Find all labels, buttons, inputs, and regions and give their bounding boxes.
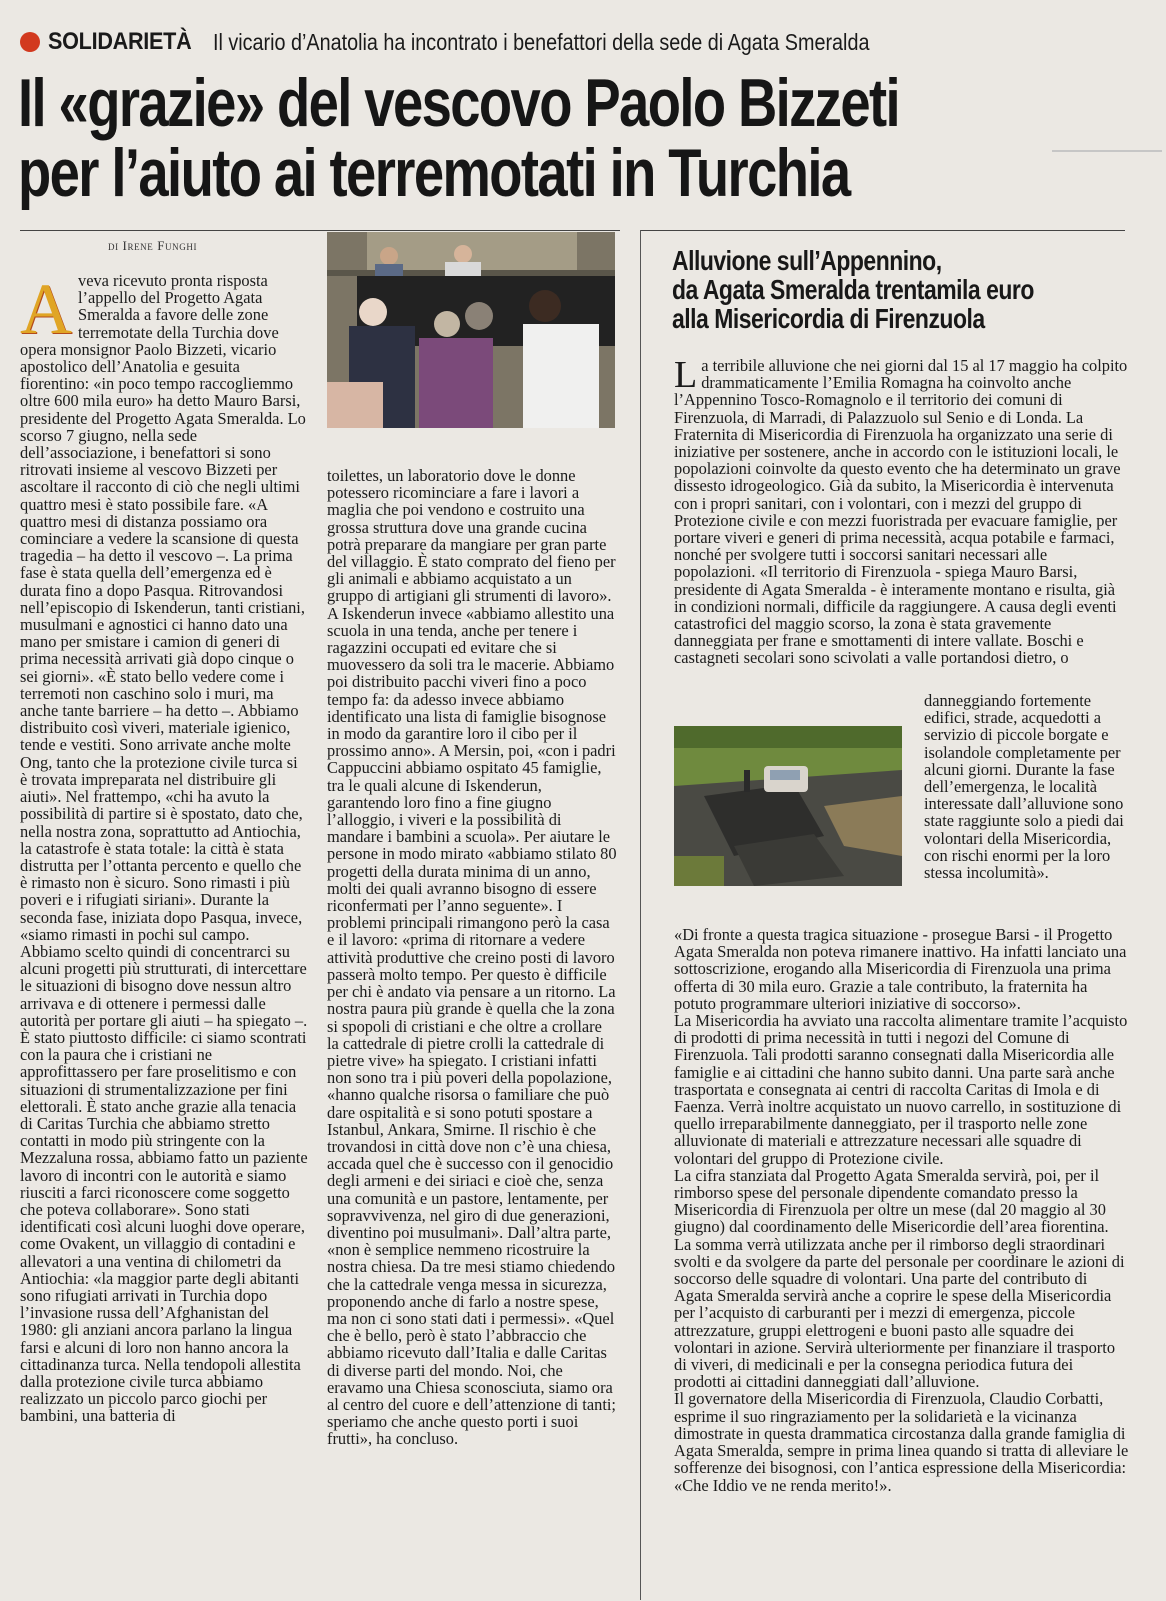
side-paragraph-3: La Misericordia ha avviato una raccolta alimentare tramite l’acquisto di prodotti di prima necessità in tutti i negozi del Comune di Firenzuola. Tali prodotti saranno consegnati dalla Misericordia alle famiglie e ai cittadini che hanno subito danni. Una parte sarà anche trasportata e consegnata ai centri di raccolta Caritas di Imola e di Faenza. Verrà inoltre acquistato un nuovo carrello, in sostituzione di quello irreparabilmente danneggiato, per il trasporto nelle zone alluvionate di materiali e attrezzature necessari alle squadre di volontari del gruppo di Protezione civile. <box>674 1011 1128 1168</box>
article-text-col1: veva ricevuto pronta risposta l’appello del Progetto Agata Smeralda a favore delle zone terremotate della Turchia dove opera monsignor Paolo Bizzeti, vicario apostolico dell’Anatolia e gesuita fiorentino: «in poco tempo raccogliemmo oltre 600 mila euro» ha detto Mauro Barsi, presidente del Progetto Agata Smeralda. Lo scorso 7 giugno, nella sede dell’associazione, i benefattori si sono ritrovati insieme al vescovo Bizzeti per ascoltare il racconto di ciò che negli ultimi quattro mesi è stato possibile fare. «A quattro mesi di distanza possiamo ora cominciare a vedere la scansione di questa tragedia – ha detto il vescovo –. La prima fase è stata quella dell’emergenza ed è durata fino a dopo Pasqua. Ritrovandosi nell’episcopio di Iskenderun, tanti cristiani, musulmani e agnostici ci hanno dato una mano per smistare i camion di generi di prima necessità arrivati già dopo cinque o sei giorni». «È stato bello vedere come i terremoti non caschino solo i muri, ma anche tante barriere – ha detto –. Abbiamo distribuito così viveri, materiale igienico, tende e vestiti. Sono arrivate anche molte Ong, tanto che la protezione civile turca si è trovata impreparata nel distribuire gli aiuti». Nel frattempo, «chi ha avuto la possibilità di partire si è spostato, dato che, nella nostra zona, soprattutto ad Antiochia, la catastrofe è stata totale: la città è stata distrutta per l’ottanta percento e quello che è rimasto non è sicuro. Sono rimasti i più poveri e i rifugiati siriani». Durante la seconda fase, iniziata dopo Pasqua, invece, «siamo rimasti in pochi sul campo. Abbiamo scelto quindi di concentrarci su alcuni progetti più strutturati, di intercettare le situazioni di bisogno dove nessun altro arrivava e di ottenere i permessi dalle autorità per portare gli aiuti – ha spiegato –. È stato piuttosto difficile: ci siamo scontrati con la paura che i cristiani ne approfittassero per fare proselitismo e con situazioni di strumentalizzazione per fini elettorali. È stato anche grazie alla tenacia di Caritas Turchia che abbiamo stretto contatti in modo più stringente con la Mezzaluna rossa, abbiamo fatto un paziente lavoro di incontri con le autorità e siamo riusciti a farci riconoscere come soggetto che poteva collaborare». Sono stati identificati così alcuni luoghi dove operare, come Ovakent, un villaggio di contadini e allevatori a una ventina di chilometri da Antiochia: «la maggior parte degli abitanti sono rifugiati arrivati in Turchia dopo l’invasione russa dell’Afghanistan del 1980: gli anziani ancora parlano la lingua farsi e alcuni di loro non hanno ancora la cittadinanza turca. Nella tendopoli allestita dalla protezione civile turca abbiamo realizzato un piccolo parco giochi per bambini, una batteria di <box>20 271 308 1426</box>
rule-right <box>640 230 1125 231</box>
side-paragraph-5: Il governatore della Misericordia di Firenzuola, Claudio Corbatti, esprime il suo ringraziamento per la solidarietà e la vicinanza dimostrate in questa drammatica circostanza dalla grande famiglia di Agata Smeralda, sempre in prima linea quando si tratta di alleviare le sofferenze dei bisognosi, con l’antica espressione della Misericordia: «Che Iddio ve ne renda merito!». <box>674 1389 1129 1495</box>
side-paragraph-1: a terribile alluvione che nei giorni dal 15 al 17 maggio ha colpito drammaticamente l’Emilia Romagna ha coinvolto anche l’Appennino Tosco-Romagnolo e il territorio dei comuni di Firenzuola, di Marradi, di Palazzuolo sul Senio e di Londa. La Fraternita di Misericordia di Firenzuola ha organizzato una serie di iniziative per sostenere, anche in accordo con le istituzioni locali, le popolazioni coinvolte da questo evento che ha determinato un grave dissesto idrogeologico. Già da subito, la Misericordia è intervenuta con i propri sanitari, con i volontari, con i mezzi del gruppo di Protezione civile e con mezzi fuoristrada per evacuare famiglie, per portare viveri e generi di prima necessità, acqua potabile e farmaci, nonché per svolgere tutti i soccorsi sanitari necessari alle popolazioni. «Il territorio di Firenzuola - spiega Mauro Barsi, presidente di Agata Smeralda - è interamente montano e risulta, già in condizioni normali, difficile da raggiungere. A causa degli eventi catastrofici del maggio scorso, la zona è stata gravemente danneggiata per frane e smottamenti di intere vallate. Boschi e castagneti secolari sono scivolati a valle portandosi dietro, o <box>674 357 1128 668</box>
side-title-line-1: Alluvione sull’Appennino, <box>672 245 942 276</box>
kicker-text: Il vicario d’Anatolia ha incontrato i benefattori della sede di Agata Smeralda <box>213 28 870 55</box>
side-dropcap: L <box>674 357 698 396</box>
article-text-col2: toilettes, un laboratorio dove le donne potessero ricominciare a fare i lavori a maglia che poi vendono e costruito una grossa struttura dove una grande cucina potrà preparare da mangiare per gran parte del villaggio. È stato comprato del fieno per gli animali e abbiamo acquistato a un gruppo di artigiani gli strumenti di lavoro». A Iskenderun invece «abbiamo allestito una scuola in una tenda, anche per tenere i ragazzini occupati ed evitare che si muovessero da soli tra le macerie. Abbiamo poi distribuito pacchi viveri fino a poco tempo fa: da adesso invece abbiamo identificato una lista di famiglie bisognose in modo da garantire loro il cibo per il prossimo anno». A Mersin, poi, «con i padri Cappuccini abbiamo ospitato 45 famiglie, tra le quali alcune di Iskenderun, garantendo loro fino a fine giugno l’alloggio, i viveri e la possibilità di mandare i bambini a scuola». Per aiutare le persone in modo mirato «abbiamo stilato 80 progetti della durata minima di un anno, molti dei quali avranno bisogno di essere riconfermati per l’anno seguente». I problemi principali rimangono però la casa e il lavoro: «prima di ritornare a vedere attività produttive che creino posti di lavoro passerà molto tempo. Per questo è difficile per chi è andato via pensare a un ritorno. La nostra paura più grande è quella che la zona si spopoli di cristiani e che oltre a crollare la cattedrale di pietre crolli la cattedrale di pietre vive» ha spiegato. I cristiani infatti non sono tra i più poveri della popolazione, «hanno qualche risorsa o familiare che può dare ospitalità e si sono potuti spostare a Istanbul, Ankara, Smirne. Il rischio è che trovandosi in città dove non c’è una chiesa, accada quel che è successo con il genocidio degli armeni e dei siriaci e cioè che, senza una comunità e un pastore, lentamente, per sopravvivenza, nel giro di due generazioni, diventino poi musulmani». Dall’altra parte, «non è semplice nemmeno ricostruire la nostra chiesa. Da tre mesi stiamo chiedendo che la cattedrale venga messa in sicurezza, proponendo anche di farlo a nostre spese, ma non ci sono stati dati i permessi». «Quel che è bello, però è stato l’abbraccio che abbiamo ricevuto dall’Italia e dalle Caritas di diverse parti del mondo. Noi, che eravamo una Chiesa sconosciuta, siamo ora al centro del cuore e dell’attenzione di tanti; speriamo che anche questo porti i suoi frutti», ha concluso. <box>327 466 617 1449</box>
byline: di Irene Funghi <box>108 238 198 253</box>
kicker-label: SOLIDARIETÀ <box>48 28 192 55</box>
side-article-bottom <box>674 926 1129 1494</box>
article-column-2 <box>327 467 617 1448</box>
headline <box>18 65 1074 211</box>
flood-photo-drawing <box>674 726 902 886</box>
headline-line-1: Il «grazie» del vescovo Paolo Bizzeti <box>18 65 900 141</box>
flood-photo <box>674 726 902 886</box>
side-article-top <box>674 357 1129 692</box>
side-title-line-2: da Agata Smeralda trentamila euro <box>672 274 1034 305</box>
rule-left <box>20 230 620 231</box>
dropcap: A <box>20 269 72 349</box>
side-title-line-3: alla Misericordia di Firenzuola <box>672 303 985 334</box>
meeting-photo-drawing <box>327 232 615 428</box>
kicker <box>20 22 977 62</box>
side-article-title <box>672 246 1131 333</box>
side-paragraph-2: «Di fronte a questa tragica situazione - prosegue Barsi - il Progetto Agata Smeralda non poteva rimanere inattivo. Ha infatti lanciato una sottoscrizione, erogando alla Misericordia di Firenzuola una prima offerta di 30 mila euro. Grazie a tale contributo, la fraternita ha potuto programmare ulteriori iniziative di soccorso». <box>674 925 1127 1013</box>
meeting-photo <box>327 232 615 428</box>
headline-line-2: per l’aiuto ai terremotati in Turchia <box>18 135 850 211</box>
side-paragraph-1-wrap: danneggiando fortemente edifici, strade, acquedotti a servizio di piccole borgate e isolandole completamente per alcuni giorni. Durante la fase dell’emergenza, le località interessate dall’alluvione sono state raggiunte solo a piedi dai volontari della Misericordia, con rischi enormi per la loro stessa incolumità». <box>924 691 1124 883</box>
kicker-bullet-icon <box>20 32 40 52</box>
column-divider <box>640 230 641 1600</box>
article-column-1 <box>20 269 308 1426</box>
side-paragraph-4: La cifra stanziata dal Progetto Agata Smeralda servirà, poi, per il rimborso spese del personale dipendente comandato presso la Misericordia di Firenzuola per oltre un mese (dal 20 maggio al 30 giugno) dal coordinamento delle Misericordie dell’area fiorentina. La somma verrà utilizzata anche per il rimborso degli straordinari svolti e da svolgere da parte del personale per coordinare le azioni di soccorso delle squadre di volontari. Una parte del contributo di Agata Smeralda servirà anche a coprire le spese della Misericordia per l’acquisto di carburanti per i mezzi di emergenza, piccole attrezzature, gruppi elettrogeni e buoni pasto alle squadre dei volontari in azione. Servirà ulteriormente per finanziare il trasporto di viveri, di medicinali e per la consegna periodica futura dei prodotti ai cittadini danneggiati dall’alluvione. <box>674 1165 1125 1392</box>
